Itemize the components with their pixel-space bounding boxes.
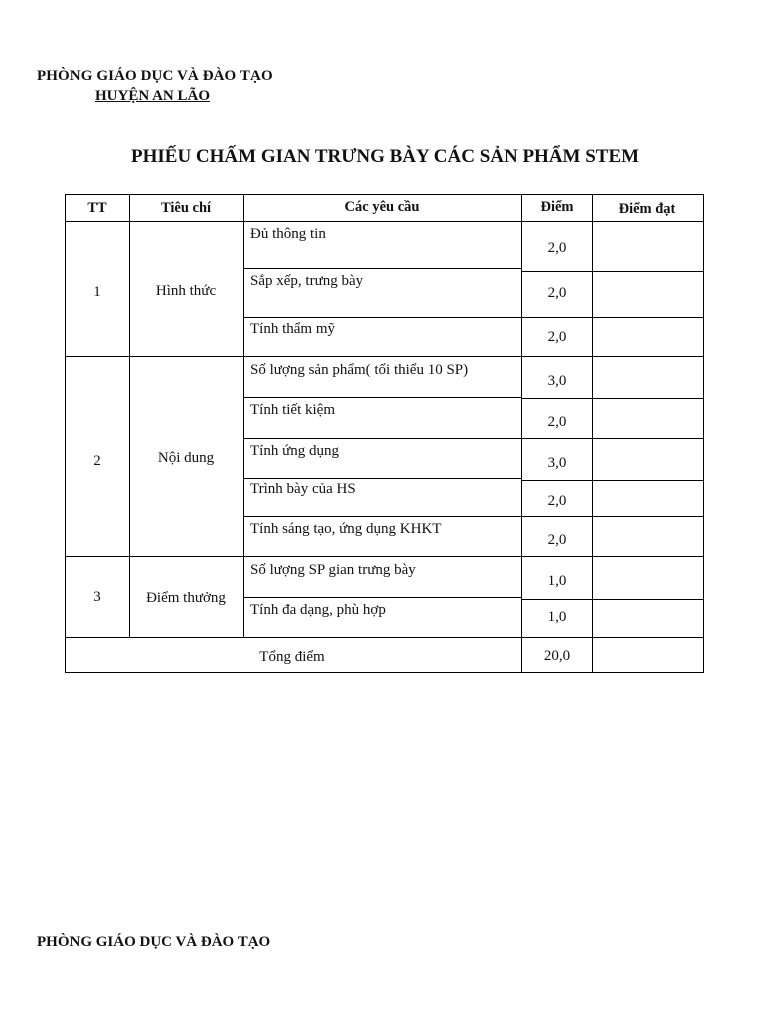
requirement-text: Trình bày của HS [250, 481, 356, 497]
header-district: HUYỆN AN LÃO [95, 88, 211, 104]
row-divider [521, 398, 703, 399]
total-label: Tổng điểm [259, 649, 325, 665]
column-header-score: Điểm [540, 199, 574, 215]
requirement-text: Tính đa dạng, phù hợp [250, 602, 386, 618]
table-border-right [703, 194, 704, 673]
page-title: PHIẾU CHẤM GIAN TRƯNG BÀY CÁC SẢN PHẨM STEM [131, 146, 640, 167]
column-divider [129, 194, 130, 638]
score-value: 2,0 [547, 285, 567, 301]
score-value: 1,0 [547, 609, 567, 625]
score-value: 3,0 [547, 455, 567, 471]
total-score: 20,0 [543, 648, 571, 664]
score-value: 3,0 [547, 373, 567, 389]
requirement-text: Đủ thông tin [250, 226, 326, 242]
header-organization: PHÒNG GIÁO DỤC VÀ ĐÀO TẠO [37, 68, 273, 84]
table-border-top [65, 194, 703, 195]
score-value: 2,0 [547, 240, 567, 256]
footer-organization: PHÒNG GIÁO DỤC VÀ ĐÀO TẠO [37, 934, 271, 950]
column-divider [592, 194, 593, 673]
requirement-text: Số lượng sản phẩm( tối thiểu 10 SP) [250, 362, 469, 378]
group-divider [65, 556, 703, 557]
row-divider [243, 438, 703, 439]
group-criteria: Điểm thưởng [146, 590, 226, 606]
row-divider [243, 317, 703, 318]
column-header-achieved: Điểm đạt [618, 201, 676, 217]
requirement-text: Tính tiết kiệm [250, 402, 335, 418]
requirement-text: Tính thẩm mỹ [250, 321, 335, 337]
table-border-bottom [65, 672, 703, 673]
row-divider [243, 516, 703, 517]
group-number: 2 [93, 453, 101, 469]
group-divider [65, 356, 703, 357]
score-value: 2,0 [547, 414, 567, 430]
score-value: 2,0 [547, 493, 567, 509]
requirement-text: Tính sáng tạo, ứng dụng KHKT [250, 521, 442, 537]
group-number: 3 [93, 589, 101, 605]
total-row-divider [65, 637, 703, 638]
table-border-left [65, 194, 66, 673]
row-divider [521, 599, 703, 600]
row-divider [243, 478, 521, 479]
row-divider [243, 597, 521, 598]
requirement-text: Số lượng SP gian trưng bày [250, 562, 416, 578]
row-divider [521, 480, 703, 481]
group-criteria: Hình thức [155, 283, 217, 299]
table-header-divider [65, 221, 703, 222]
column-divider [243, 194, 244, 638]
column-divider [521, 194, 522, 673]
score-value: 1,0 [547, 573, 567, 589]
requirement-text: Sắp xếp, trưng bày [250, 273, 364, 289]
score-value: 2,0 [547, 329, 567, 345]
group-criteria: Nội dung [157, 450, 215, 466]
group-number: 1 [93, 284, 101, 300]
column-header-criteria: Tiêu chí [160, 200, 212, 216]
row-divider [243, 397, 521, 398]
row-divider [521, 271, 703, 272]
row-divider [243, 268, 521, 269]
column-header-tt: TT [87, 200, 107, 216]
requirement-text: Tính ứng dụng [250, 443, 339, 459]
score-value: 2,0 [547, 532, 567, 548]
column-header-requirements: Các yêu cầu [344, 199, 420, 215]
